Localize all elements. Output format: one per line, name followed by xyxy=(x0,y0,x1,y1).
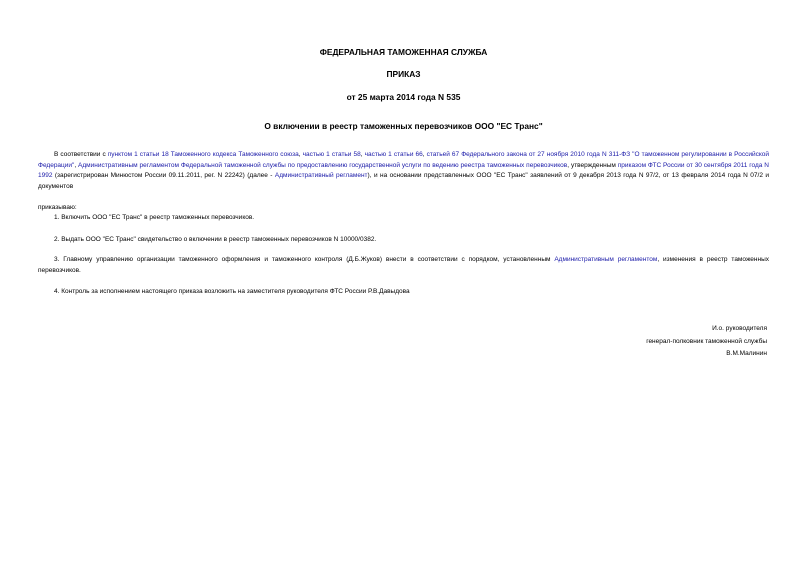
link-admin-regulation-item3[interactable]: Административным регламентом xyxy=(554,256,658,263)
document-type: ПРИКАЗ xyxy=(386,69,421,79)
order-item-3 xyxy=(38,255,769,276)
preamble-text: , xyxy=(422,151,427,158)
signature-rank: генерал-полковник таможенной службы xyxy=(646,338,767,345)
link-admin-regulation-short[interactable]: Административный регламент xyxy=(274,172,368,179)
agency-name: ФЕДЕРАЛЬНАЯ ТАМОЖЕННАЯ СЛУЖБА xyxy=(319,47,488,57)
signature-name: В.М.Малинин xyxy=(726,350,767,357)
preamble-text: , xyxy=(74,161,79,169)
preamble-text: В соответствии с xyxy=(54,151,108,158)
preamble-text: , xyxy=(298,151,303,158)
link-federal-law[interactable]: статьей 67 Федерального закона от 27 ноября 2010 года N 311-ФЗ "О таможенном регулировании в Российской Федерации" xyxy=(38,151,770,169)
link-customs-code[interactable]: пунктом 1 статьи 18 Таможенного кодекса Таможенного союза xyxy=(107,151,299,158)
preamble-text: ), и на основании представленных ООО "ЕС Транс" заявлений от 9 декабря 2013 года N 97/2, от 13 февраля 2014 года N 07/2 и документов xyxy=(38,172,769,190)
link-fts-order-1992[interactable]: приказом ФТС России от 30 сентября 2011 года N 1992 xyxy=(38,161,769,179)
preamble-text: , xyxy=(360,151,365,158)
link-article-66[interactable]: частью 1 статьи 66 xyxy=(364,151,423,158)
preamble-paragraph xyxy=(38,150,769,192)
order-item-1: 1. Включить ООО "ЕС Транс" в реестр таможенных перевозчиков. xyxy=(54,214,255,221)
order-item-4: 4. Контроль за исполнением настоящего приказа возложить на заместителя руководителя ФТС России Р.В.Давыдова xyxy=(54,288,410,295)
document-date-number: от 25 марта 2014 года N 535 xyxy=(346,92,461,102)
link-article-58[interactable]: частью 1 статьи 58 xyxy=(302,151,361,158)
order-item-2: 2. Выдать ООО "ЕС Транс" свидетельство о включении в реестр таможенных перевозчиков N 10000/0382. xyxy=(54,236,377,243)
link-admin-regulation[interactable]: Административным регламентом Федеральной таможенной службы по предоставлению государственной услуги по ведению реестра таможенных перевозчиков xyxy=(78,161,568,169)
order-item-3-text: 3. Главному управлению организации таможенного оформления и таможенного контроля (Д.Б.Жуков) внести в соответствии с порядком, установленным xyxy=(54,256,555,263)
preamble-text: (зарегистрирован Минюстом России 09.11.2011, рег. N 22242) (далее - xyxy=(52,172,275,179)
signature-position: И.о. руководителя xyxy=(712,325,767,332)
document-title: О включении в реестр таможенных перевозчиков ООО "ЕС Транс" xyxy=(264,121,543,131)
preamble-text: , утвержденным xyxy=(567,161,618,169)
order-item-3-text: , изменения в реестр таможенных перевозчиков. xyxy=(38,256,770,274)
decree-word: приказываю: xyxy=(38,204,77,211)
